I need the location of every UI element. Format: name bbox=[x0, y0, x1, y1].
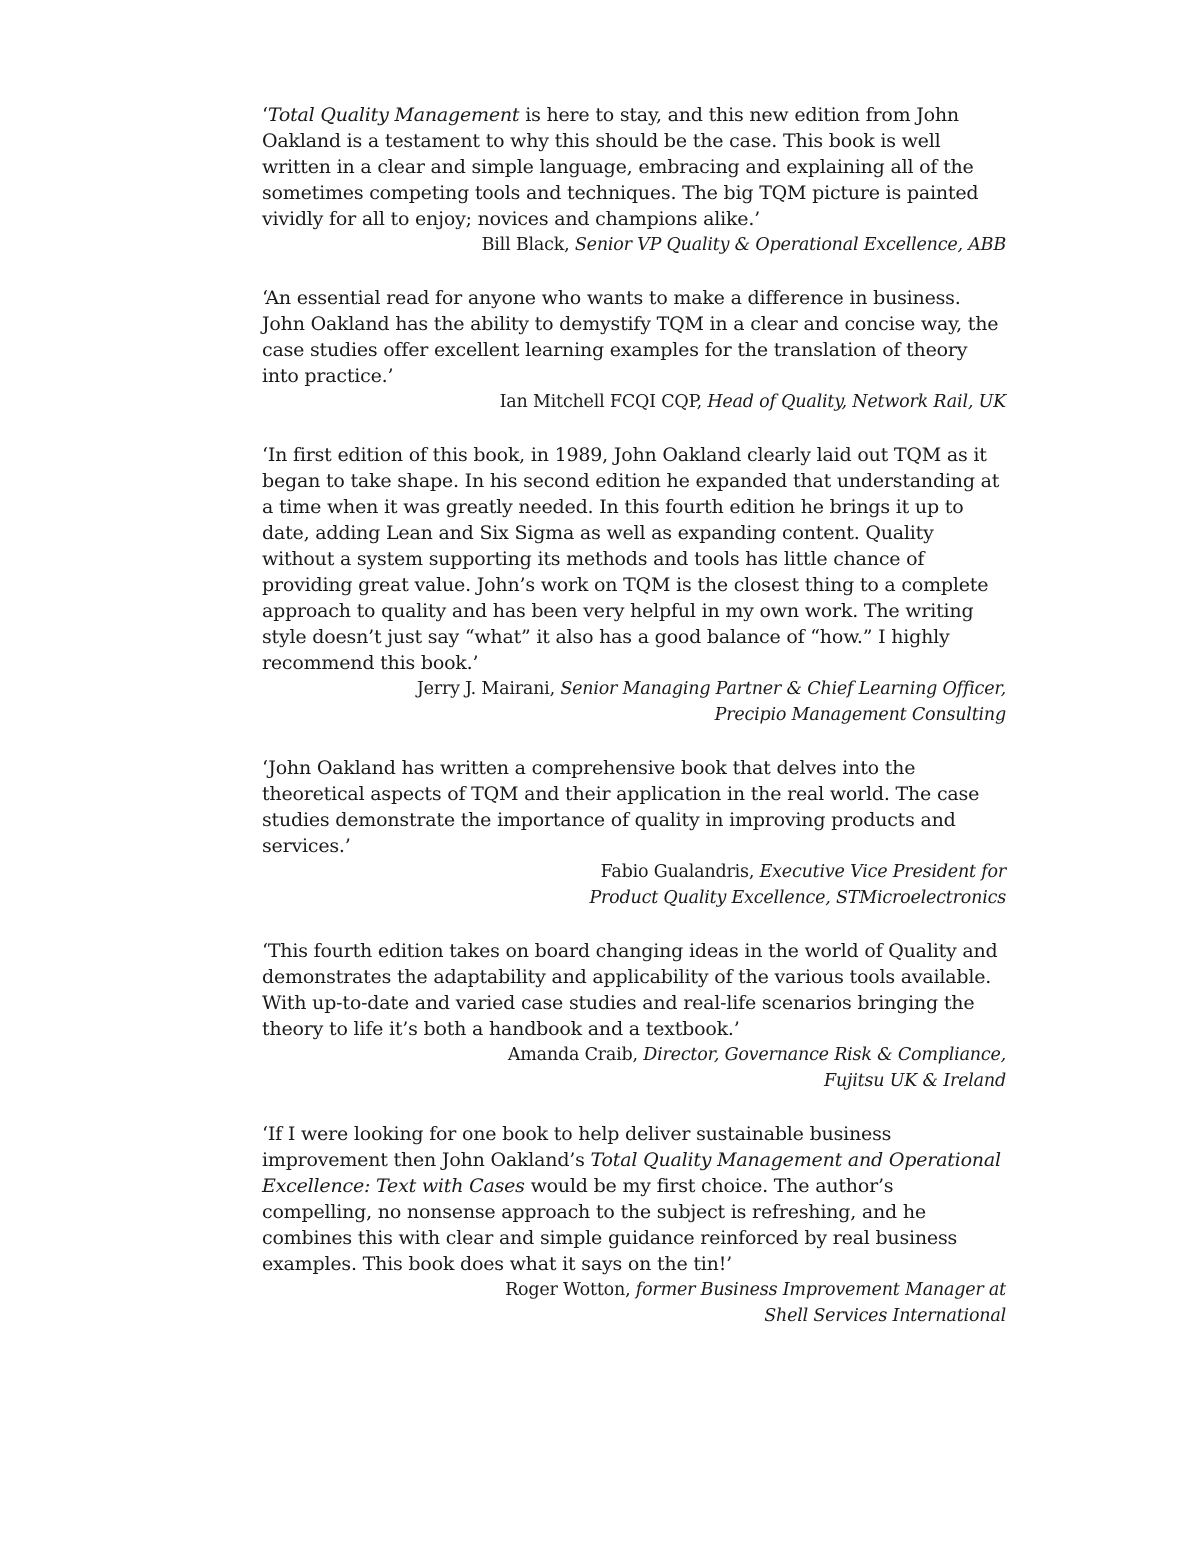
testimonial-ian-mitchell bbox=[262, 285, 1006, 415]
attribution-name: Fabio Gualandris, bbox=[600, 862, 760, 882]
attribution-role: Senior Managing Partner & Chief Learning Officer, bbox=[560, 679, 1006, 699]
attribution-organization: Precipio Management Consulting bbox=[714, 705, 1006, 725]
testimonial-quote: ‘This fourth edition takes on board changing ideas in the world of Quality and demonstrates the adaptability and applicability of the various tools available. With up-to-date and varied case studies and real-life scenarios bringing the theory to life it’s both a handbook and a textbook.’ bbox=[262, 940, 998, 1040]
testimonial-attribution bbox=[262, 389, 1006, 415]
attribution-role: Director, Governance Risk & Compliance, bbox=[643, 1045, 1006, 1065]
book-title: Total Quality Management and Operational Excellence: Text with Cases bbox=[262, 1149, 1001, 1197]
testimonial-quote: ‘John Oakland has written a comprehensive book that delves into the theoretical aspects of TQM and their application in the real world. The case studies demonstrate the importance of quality in improving products and services.’ bbox=[262, 757, 980, 857]
attribution-name: Bill Black, bbox=[481, 235, 575, 255]
testimonial-roger-wotton bbox=[262, 1121, 1006, 1329]
testimonials-page bbox=[262, 102, 1006, 1356]
attribution-name: Amanda Craib, bbox=[507, 1045, 644, 1065]
testimonial-attribution bbox=[262, 859, 1006, 911]
attribution-role: Head of Quality, Network Rail, UK bbox=[707, 392, 1006, 412]
quote-text: ‘If I were looking for one book to help deliver sustainable business improvement then John Oakland’s bbox=[262, 1123, 892, 1171]
testimonial-fabio-gualandris bbox=[262, 755, 1006, 911]
attribution-organization: Product Quality Excellence, STMicroelectronics bbox=[589, 888, 1006, 908]
quote-open-mark: ‘ bbox=[262, 104, 268, 126]
testimonial-quote bbox=[262, 102, 1006, 232]
testimonial-jerry-mairani bbox=[262, 442, 1006, 728]
testimonial-attribution bbox=[262, 676, 1006, 728]
testimonial-quote bbox=[262, 1121, 1006, 1277]
testimonial-attribution bbox=[262, 1277, 1006, 1329]
attribution-role: former Business Improvement Manager at bbox=[635, 1280, 1006, 1300]
attribution-name: Jerry J. Mairani, bbox=[416, 679, 561, 699]
testimonial-quote: ‘An essential read for anyone who wants to make a difference in business. John Oakland has the ability to demystify TQM in a clear and concise way, the case studies offer excellent learning examples for the translation of theory into practice.’ bbox=[262, 287, 999, 387]
testimonial-attribution bbox=[262, 1042, 1006, 1094]
attribution-role: Senior VP Quality & Operational Excellence, ABB bbox=[574, 235, 1006, 255]
book-title: Total Quality Management bbox=[267, 104, 520, 126]
attribution-name: Roger Wotton, bbox=[505, 1280, 636, 1300]
attribution-role: Executive Vice President for bbox=[759, 862, 1006, 882]
testimonial-quote: ‘In first edition of this book, in 1989, John Oakland clearly laid out TQM as it began to take shape. In his second edition he expanded that understanding at a time when it was greatly needed. In this fourth edition he brings it up to date, adding Lean and Six Sigma as well as expanding content. Quality without a system supporting its methods and tools has little chance of providing great value. John’s work on TQM is the closest thing to a complete approach to quality and has been very helpful in my own work. The writing style doesn’t just say “what” it also has a good balance of “how.” I highly recommend this book.’ bbox=[262, 444, 1000, 674]
testimonial-amanda-craib bbox=[262, 938, 1006, 1094]
attribution-organization: Fujitsu UK & Ireland bbox=[824, 1071, 1006, 1091]
attribution-name: Ian Mitchell FCQI CQP, bbox=[499, 392, 708, 412]
testimonial-bill-black bbox=[262, 102, 1006, 258]
testimonial-attribution bbox=[262, 232, 1006, 258]
quote-text: is here to stay, and this new edition from John Oakland is a testament to why this should be the case. This book is well written in a clear and simple language, embracing and explaining all of the sometimes competing tools and techniques. The big TQM picture is painted vividly for all to enjoy; novices and champions alike.’ bbox=[262, 104, 979, 230]
quote-text: would be my first choice. The author’s compelling, no nonsense approach to the subject is refreshing, and he combines this with clear and simple guidance reinforced by real business examples. This book does what it says on the tin!’ bbox=[262, 1175, 958, 1275]
attribution-organization: Shell Services International bbox=[764, 1306, 1006, 1326]
